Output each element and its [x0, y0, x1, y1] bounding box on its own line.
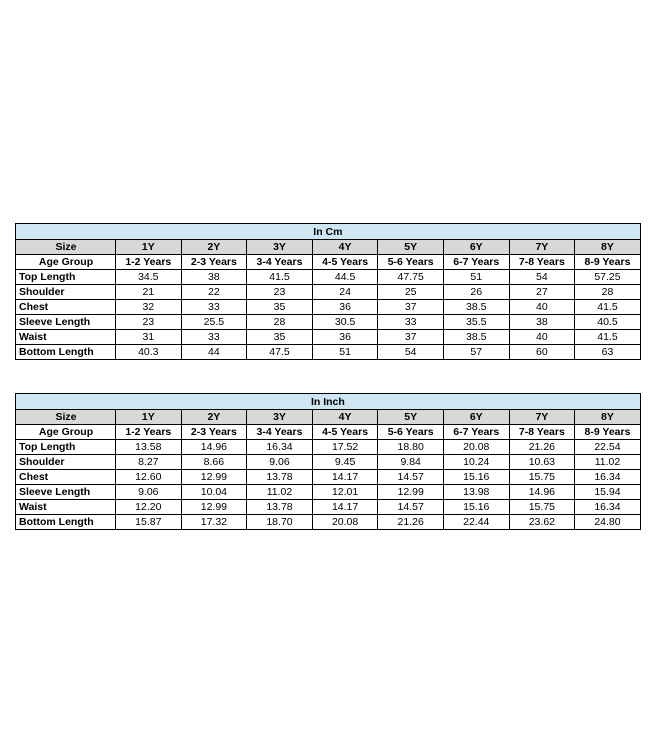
table-cell: 1Y — [116, 410, 182, 425]
table-cell: 37 — [378, 330, 444, 345]
table-cell: 14.17 — [312, 500, 378, 515]
table-cell: 4Y — [312, 410, 378, 425]
table-cell: 3Y — [247, 240, 313, 255]
table-cell: 37 — [378, 300, 444, 315]
table-cell: 12.99 — [181, 500, 247, 515]
table-cell: 13.58 — [116, 440, 182, 455]
table-cell: 10.24 — [443, 455, 509, 470]
row-label: Sleeve Length — [16, 485, 116, 500]
table-cell: 47.5 — [247, 345, 313, 360]
table-cell: 7-8 Years — [509, 255, 575, 270]
table-cell: 14.17 — [312, 470, 378, 485]
table-cell: 14.57 — [378, 500, 444, 515]
table-cell: 7Y — [509, 240, 575, 255]
table-cell: 11.02 — [247, 485, 313, 500]
table-cell: 34.5 — [116, 270, 182, 285]
row-label: Shoulder — [16, 455, 116, 470]
table-cell: 26 — [443, 285, 509, 300]
size-header-row — [16, 240, 641, 255]
table-cell: 32 — [116, 300, 182, 315]
table-cell: 4-5 Years — [312, 255, 378, 270]
table-cell: 57.25 — [575, 270, 641, 285]
table-cell: 12.99 — [181, 470, 247, 485]
table-cell: 2-3 Years — [181, 425, 247, 440]
table-row — [16, 515, 641, 530]
table-cell: 33 — [181, 300, 247, 315]
table-cell: 9.06 — [247, 455, 313, 470]
table-cell: 35 — [247, 300, 313, 315]
table-cell: 7-8 Years — [509, 425, 575, 440]
table-cell: 3-4 Years — [247, 425, 313, 440]
size-chart-cm-table — [15, 223, 641, 360]
table-cell: 35.5 — [443, 315, 509, 330]
table-cell: 16.34 — [575, 500, 641, 515]
table-cell: 23 — [247, 285, 313, 300]
table-cell: 15.75 — [509, 500, 575, 515]
table-cell: 5-6 Years — [378, 255, 444, 270]
table-cell: 30.5 — [312, 315, 378, 330]
table-cell: 18.70 — [247, 515, 313, 530]
table-cell: 2Y — [181, 410, 247, 425]
table-cell: 6Y — [443, 240, 509, 255]
size-chart-inch-table — [15, 393, 641, 530]
table-cell: 51 — [312, 345, 378, 360]
table-cell: 21.26 — [509, 440, 575, 455]
row-label: Size — [16, 410, 116, 425]
table-cell: 15.16 — [443, 470, 509, 485]
table-cell: 20.08 — [312, 515, 378, 530]
row-label: Bottom Length — [16, 515, 116, 530]
table-cell: 6Y — [443, 410, 509, 425]
table-cell: 21 — [116, 285, 182, 300]
table-cell: 28 — [575, 285, 641, 300]
table-cell: 18.80 — [378, 440, 444, 455]
table-cell: 41.5 — [575, 300, 641, 315]
table-cell: 12.99 — [378, 485, 444, 500]
table-cell: 1-2 Years — [116, 425, 182, 440]
table-title-row — [16, 224, 641, 240]
table-cell: 54 — [509, 270, 575, 285]
row-label: Shoulder — [16, 285, 116, 300]
table-cell: 9.45 — [312, 455, 378, 470]
table-cell: 13.78 — [247, 470, 313, 485]
table-cell: 8-9 Years — [575, 425, 641, 440]
table-cell: 16.34 — [575, 470, 641, 485]
table-title: In Cm — [16, 224, 641, 240]
row-label: Sleeve Length — [16, 315, 116, 330]
age-group-row — [16, 425, 641, 440]
table-row — [16, 500, 641, 515]
table-cell: 47.75 — [378, 270, 444, 285]
table-cell: 4Y — [312, 240, 378, 255]
table-cell: 24.80 — [575, 515, 641, 530]
table-cell: 35 — [247, 330, 313, 345]
table-cell: 22.54 — [575, 440, 641, 455]
table-cell: 13.98 — [443, 485, 509, 500]
table-cell: 14.96 — [509, 485, 575, 500]
table-cell: 17.52 — [312, 440, 378, 455]
table-cell: 54 — [378, 345, 444, 360]
table-cell: 8.27 — [116, 455, 182, 470]
table-cell: 10.63 — [509, 455, 575, 470]
table-cell: 15.16 — [443, 500, 509, 515]
table-cell: 2Y — [181, 240, 247, 255]
table-row — [16, 285, 641, 300]
table-cell: 11.02 — [575, 455, 641, 470]
table-row — [16, 330, 641, 345]
table-cell: 14.57 — [378, 470, 444, 485]
table-cell: 1Y — [116, 240, 182, 255]
table-cell: 25.5 — [181, 315, 247, 330]
table-cell: 33 — [181, 330, 247, 345]
table-cell: 20.08 — [443, 440, 509, 455]
table-cell: 9.84 — [378, 455, 444, 470]
table-cell: 38 — [509, 315, 575, 330]
table-cell: 33 — [378, 315, 444, 330]
row-label: Chest — [16, 470, 116, 485]
table-row — [16, 270, 641, 285]
table-cell: 2-3 Years — [181, 255, 247, 270]
table-cell: 1-2 Years — [116, 255, 182, 270]
table-row — [16, 300, 641, 315]
table-cell: 4-5 Years — [312, 425, 378, 440]
table-cell: 22.44 — [443, 515, 509, 530]
table-cell: 17.32 — [181, 515, 247, 530]
table-row — [16, 455, 641, 470]
table-row — [16, 345, 641, 360]
table-cell: 63 — [575, 345, 641, 360]
row-label: Waist — [16, 330, 116, 345]
table-cell: 8Y — [575, 410, 641, 425]
table-cell: 40 — [509, 300, 575, 315]
table-cell: 3Y — [247, 410, 313, 425]
table-cell: 15.87 — [116, 515, 182, 530]
table-cell: 27 — [509, 285, 575, 300]
table-cell: 28 — [247, 315, 313, 330]
table-cell: 40.5 — [575, 315, 641, 330]
table-cell: 8Y — [575, 240, 641, 255]
row-label: Waist — [16, 500, 116, 515]
table-title-row — [16, 394, 641, 410]
table-cell: 57 — [443, 345, 509, 360]
table-title: In Inch — [16, 394, 641, 410]
table-cell: 6-7 Years — [443, 425, 509, 440]
table-cell: 44.5 — [312, 270, 378, 285]
table-cell: 5Y — [378, 240, 444, 255]
table-row — [16, 485, 641, 500]
table-cell: 38.5 — [443, 330, 509, 345]
size-header-row — [16, 410, 641, 425]
table-cell: 41.5 — [247, 270, 313, 285]
row-label: Age Group — [16, 425, 116, 440]
table-cell: 12.20 — [116, 500, 182, 515]
table-cell: 36 — [312, 300, 378, 315]
table-cell: 5-6 Years — [378, 425, 444, 440]
table-cell: 14.96 — [181, 440, 247, 455]
row-label: Top Length — [16, 270, 116, 285]
table-cell: 38 — [181, 270, 247, 285]
table-cell: 8.66 — [181, 455, 247, 470]
row-label: Age Group — [16, 255, 116, 270]
table-row — [16, 440, 641, 455]
table-row — [16, 315, 641, 330]
table-cell: 25 — [378, 285, 444, 300]
table-cell: 9.06 — [116, 485, 182, 500]
table-cell: 7Y — [509, 410, 575, 425]
age-group-row — [16, 255, 641, 270]
row-label: Bottom Length — [16, 345, 116, 360]
table-cell: 5Y — [378, 410, 444, 425]
table-cell: 13.78 — [247, 500, 313, 515]
table-cell: 23.62 — [509, 515, 575, 530]
table-cell: 21.26 — [378, 515, 444, 530]
table-cell: 15.94 — [575, 485, 641, 500]
table-cell: 6-7 Years — [443, 255, 509, 270]
table-cell: 40 — [509, 330, 575, 345]
row-label: Size — [16, 240, 116, 255]
table-cell: 24 — [312, 285, 378, 300]
table-cell: 41.5 — [575, 330, 641, 345]
table-cell: 60 — [509, 345, 575, 360]
row-label: Top Length — [16, 440, 116, 455]
table-cell: 22 — [181, 285, 247, 300]
row-label: Chest — [16, 300, 116, 315]
table-cell: 31 — [116, 330, 182, 345]
table-cell: 40.3 — [116, 345, 182, 360]
table-cell: 16.34 — [247, 440, 313, 455]
table-cell: 15.75 — [509, 470, 575, 485]
table-cell: 12.01 — [312, 485, 378, 500]
table-cell: 12.60 — [116, 470, 182, 485]
table-row — [16, 470, 641, 485]
table-cell: 10.04 — [181, 485, 247, 500]
table-cell: 38.5 — [443, 300, 509, 315]
table-cell: 23 — [116, 315, 182, 330]
table-cell: 3-4 Years — [247, 255, 313, 270]
table-cell: 36 — [312, 330, 378, 345]
table-cell: 51 — [443, 270, 509, 285]
table-cell: 8-9 Years — [575, 255, 641, 270]
table-cell: 44 — [181, 345, 247, 360]
